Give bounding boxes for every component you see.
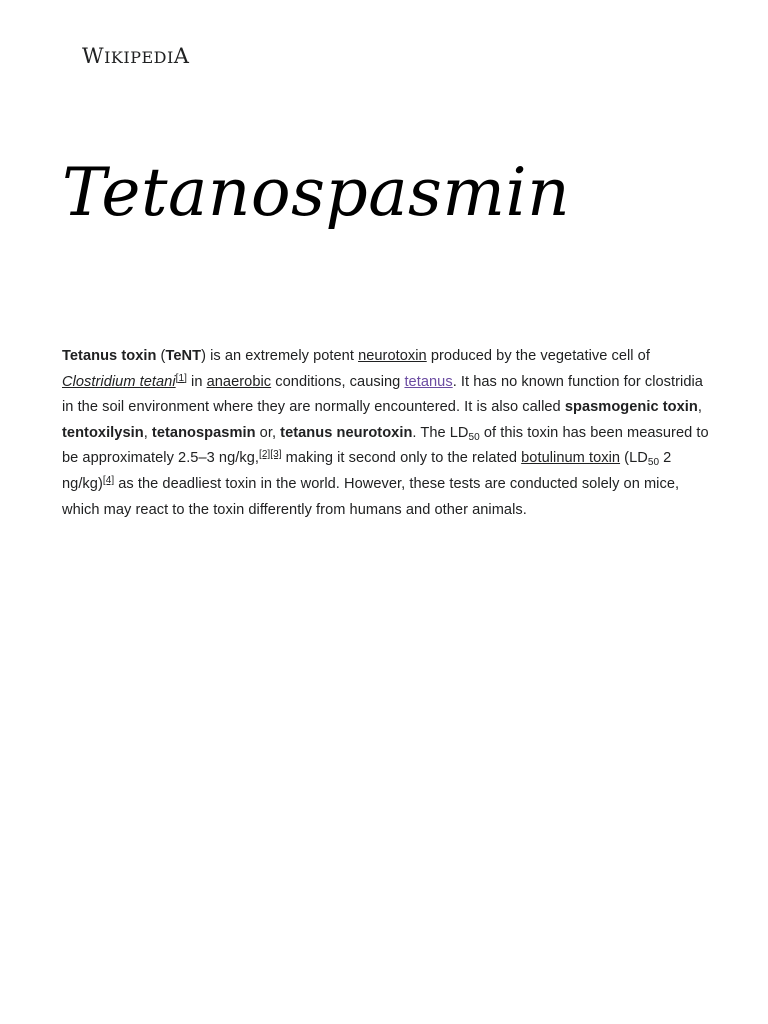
link-anaerobic[interactable]: anaerobic <box>206 373 272 390</box>
text: , <box>697 399 702 416</box>
page-title: Tetanospasmin <box>62 154 571 231</box>
subscript-50: 50 <box>647 457 660 469</box>
bold-term-tetanus-neurotoxin: tetanus neurotoxin <box>280 424 413 441</box>
citation-link-2[interactable]: [2] <box>258 449 271 461</box>
text: or, <box>255 424 281 441</box>
link-tetanus[interactable]: tetanus <box>404 373 453 390</box>
text: . It has no known function for clostridia in the soil environment where they are normally encountered. It is also called <box>62 373 703 416</box>
citation-link-3[interactable]: [3] <box>270 449 282 461</box>
lead-paragraph <box>62 344 712 523</box>
text: , <box>143 424 152 441</box>
wordmark-final: A <box>173 44 190 68</box>
citation-link-4[interactable]: [4] <box>102 474 115 486</box>
bold-term-tent: TeNT <box>165 348 202 364</box>
text: ) is an extremely potent <box>201 348 359 364</box>
text: making it second only to the related <box>281 450 522 467</box>
text: of this toxin has been measured to be approximately 2.5–3 ng/kg, <box>62 424 709 467</box>
text: produced by the vegetative cell of <box>426 348 650 364</box>
text: conditions, causing <box>271 373 405 390</box>
citation-4[interactable] <box>103 475 114 486</box>
bold-term-spasmogenic-toxin: spasmogenic toxin <box>564 399 698 416</box>
text: (LD <box>620 450 648 467</box>
wordmark-middle: IKIPEDI <box>104 48 174 67</box>
link-neurotoxin[interactable]: neurotoxin <box>358 348 427 364</box>
text: 2 ng/kg) <box>62 450 672 492</box>
citation-3[interactable] <box>270 449 281 460</box>
text: . The LD <box>412 424 469 441</box>
text: ( <box>156 348 166 364</box>
link-botulinum-toxin[interactable]: botulinum toxin <box>521 450 621 467</box>
link-clostridium-tetani[interactable]: Clostridium tetani <box>62 373 176 390</box>
text: in <box>186 373 207 390</box>
article-body <box>62 344 712 523</box>
text: as the deadliest toxin in the world. However, these tests are conducted solely on mice, which may react to the toxin differently from humans and other animals. <box>62 475 680 518</box>
bold-term-tentoxilysin: tentoxilysin <box>62 424 144 441</box>
wikipedia-wordmark[interactable] <box>82 42 189 72</box>
bold-term-tetanus-toxin: Tetanus toxin <box>62 348 157 364</box>
bold-term-tetanospasmin: tetanospasmin <box>151 424 256 441</box>
citation-link-1[interactable]: [1] <box>175 372 187 384</box>
subscript-50: 50 <box>468 431 480 443</box>
citation-1[interactable] <box>176 373 187 384</box>
citation-2[interactable] <box>259 449 270 460</box>
wordmark-initial: W <box>82 44 105 68</box>
